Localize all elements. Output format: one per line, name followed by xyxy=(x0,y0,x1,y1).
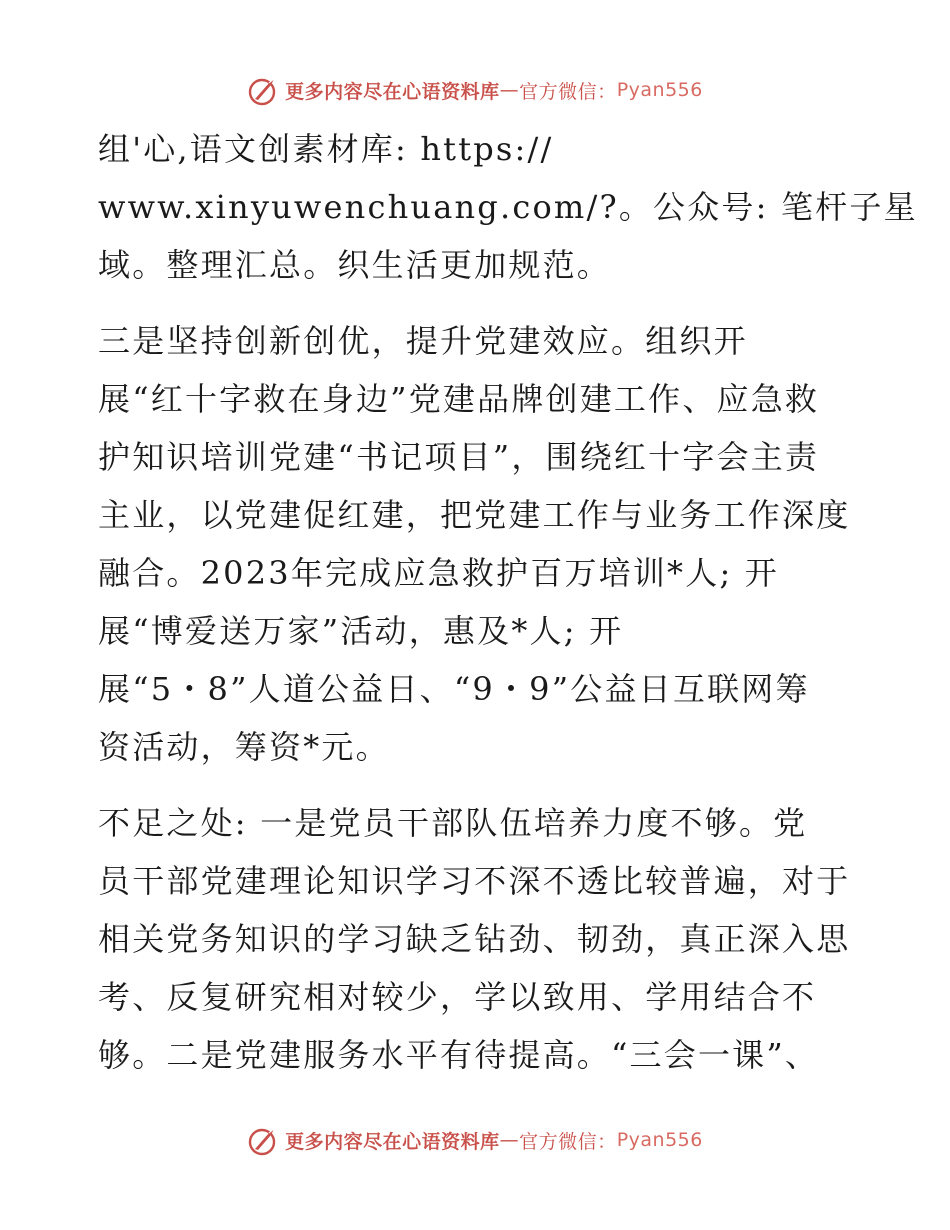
banner-separator: — xyxy=(499,1129,520,1151)
text-line: 组'心,语文创素材库: https:// xyxy=(98,130,554,168)
text-line: 相关党务知识的学习缺乏钻劲、韧劲，真正深入思 xyxy=(98,920,851,958)
text-line: 不足之处: 一是党员干部队伍培养力度不够。党 xyxy=(98,804,808,842)
banner-wechat-id: Pyan556 xyxy=(616,79,703,101)
text-line: 考、反复研究相对较少，学以致用、学用结合不 xyxy=(98,978,817,1016)
text-line: 展“博爱送万家”活动，惠及*人; 开 xyxy=(98,612,624,650)
document-body xyxy=(98,120,918,1084)
text-line: 域。整理汇总。织生活更加规范。 xyxy=(98,246,612,284)
text-line: 够。二是党建服务水平有待提高。“三会一课”、 xyxy=(98,1036,820,1074)
banner-brand-text: 更多内容尽在心语资料库 xyxy=(285,1130,500,1153)
header-watermark-banner xyxy=(0,70,950,110)
banner-official-label: 官方微信： xyxy=(519,80,617,103)
text-line: 融合。2023年完成应急救护百万培训*人; 开 xyxy=(98,554,779,592)
text-line: 展“红十字救在身边”党建品牌创建工作、应急救 xyxy=(98,380,820,418)
pen-quill-icon xyxy=(247,73,281,107)
paragraph-2 xyxy=(98,312,858,776)
text-line: 三是坚持创新创优，提升党建效应。组织开 xyxy=(98,322,748,360)
banner-brand-text: 更多内容尽在心语资料库 xyxy=(285,80,500,103)
text-line: www.xinyuwenchuang.com/?。公众号: 笔杆子星 xyxy=(98,188,918,226)
footer-watermark-banner xyxy=(0,1120,950,1160)
pen-quill-icon xyxy=(247,1123,281,1157)
text-line: 员干部党建理论知识学习不深不透比较普遍，对于 xyxy=(98,862,851,900)
paragraph-3 xyxy=(98,794,858,1084)
banner-separator: — xyxy=(499,79,520,101)
banner-official-label: 官方微信： xyxy=(519,1130,617,1153)
text-line: 展“5・8”人道公益日、“9・9”公益日互联网筹 xyxy=(98,670,810,708)
banner-wechat-id: Pyan556 xyxy=(616,1129,703,1151)
text-line: 资活动，筹资*元。 xyxy=(98,728,390,766)
text-line: 护知识培训党建“书记项目”，围绕红十字会主责 xyxy=(98,438,820,476)
paragraph-1 xyxy=(98,120,918,294)
text-line: 主业，以党建促红建，把党建工作与业务工作深度 xyxy=(98,496,851,534)
